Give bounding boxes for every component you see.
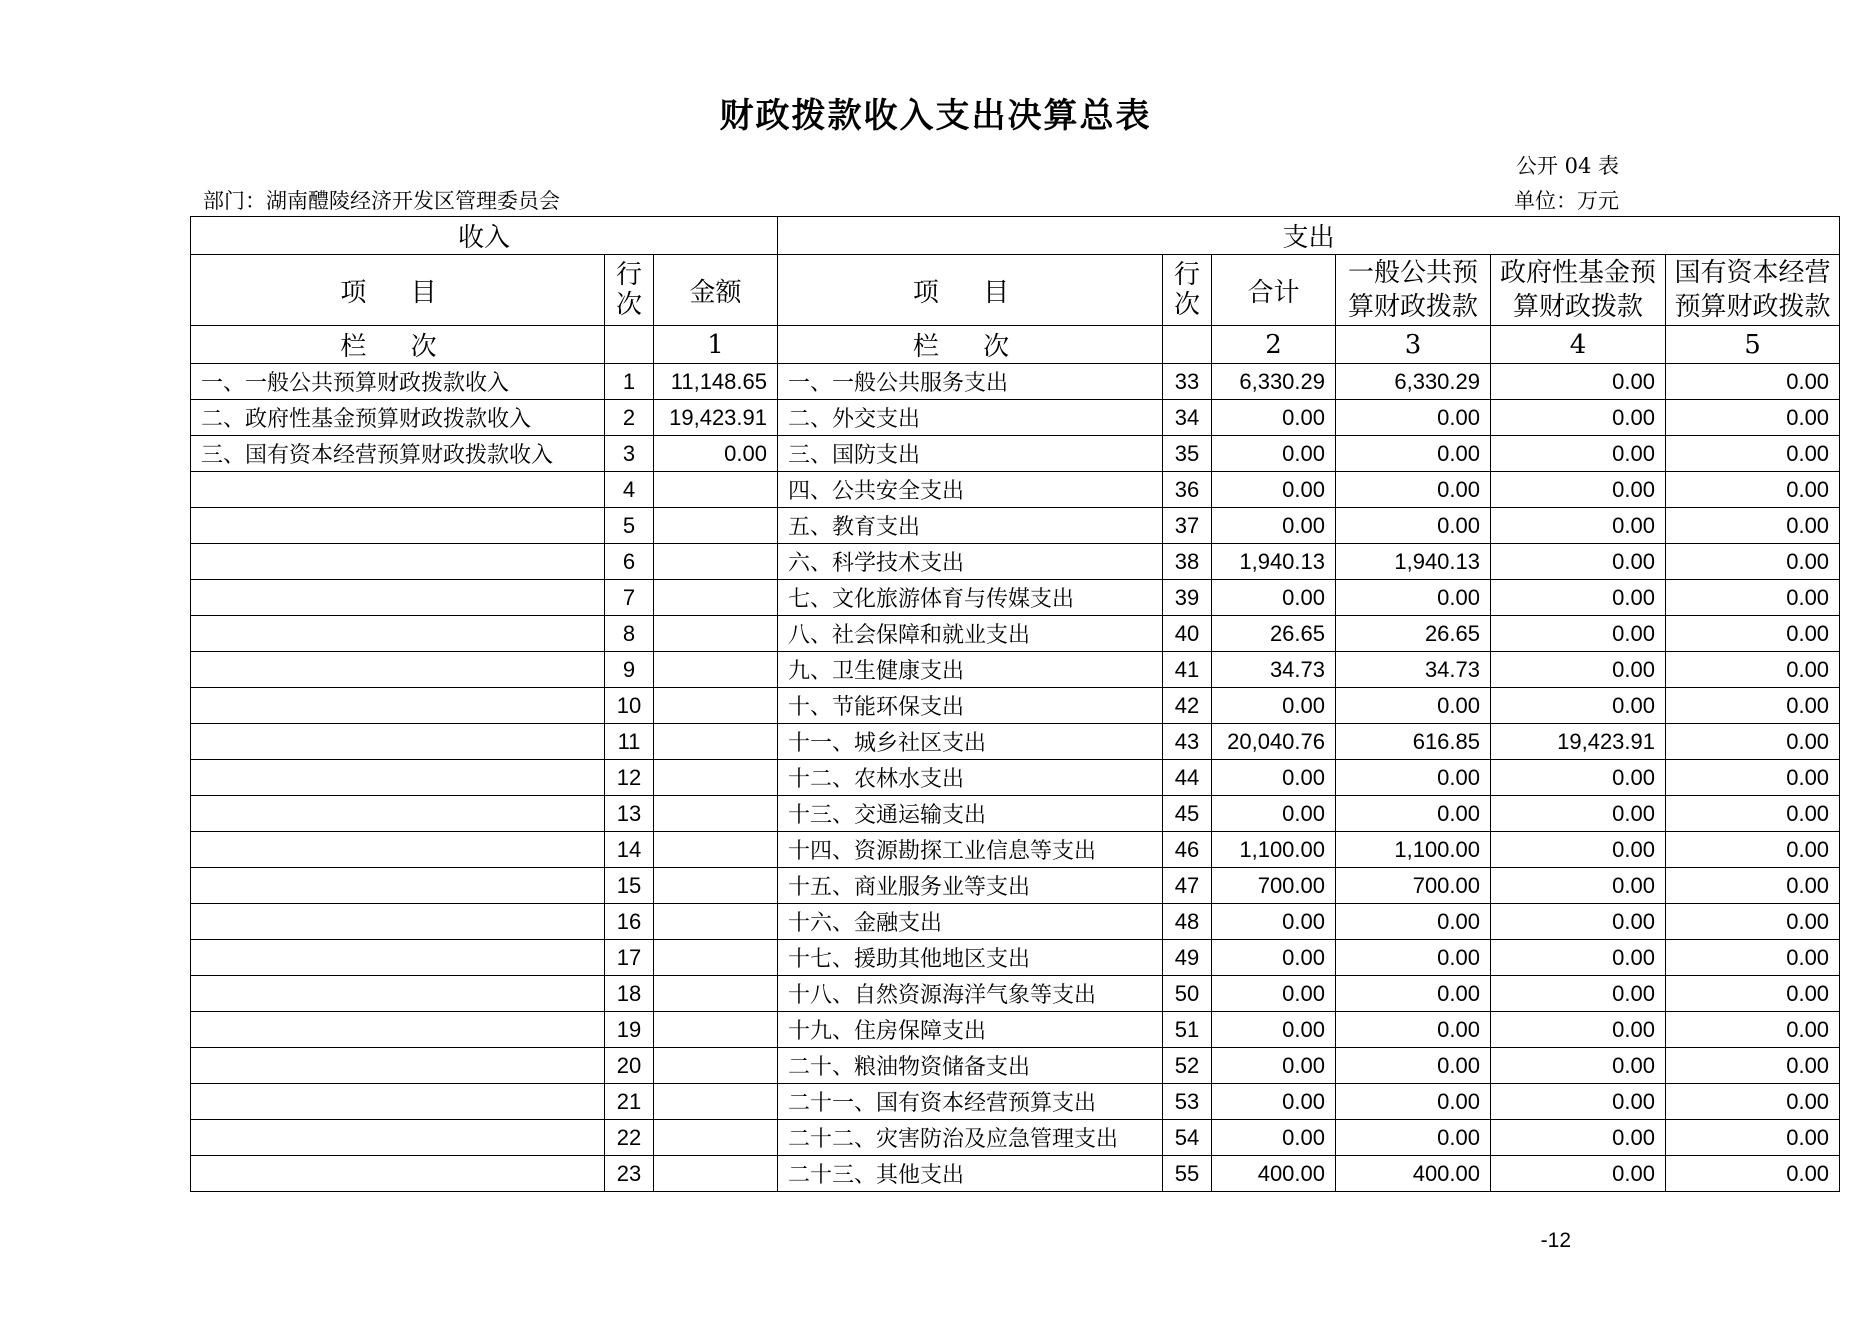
- general-amount-cell: 616.85: [1336, 724, 1491, 760]
- expense-item-cell: 二、外交支出: [778, 400, 1163, 436]
- income-line-cell: 9: [605, 652, 654, 688]
- fund-amount-cell: 0.00: [1491, 1084, 1666, 1120]
- expense-item-cell: 二十、粮油物资储备支出: [778, 1048, 1163, 1084]
- income-line-cell: 23: [605, 1156, 654, 1192]
- income-amount-cell: [654, 1012, 778, 1048]
- fund-amount-cell: 0.00: [1491, 580, 1666, 616]
- income-item-cell: [191, 544, 605, 580]
- income-item-cell: [191, 472, 605, 508]
- state-capital-amount-cell: 0.00: [1666, 436, 1840, 472]
- income-item-cell: [191, 1120, 605, 1156]
- state-capital-amount-cell: 0.00: [1666, 940, 1840, 976]
- income-item-header: 项 目: [191, 255, 605, 326]
- income-item-cell: [191, 868, 605, 904]
- income-amount-cell: 11,148.65: [654, 364, 778, 400]
- expense-item-header: 项 目: [778, 255, 1163, 326]
- income-item-cell: [191, 1156, 605, 1192]
- table-row: [191, 544, 1840, 580]
- income-line-cell: 3: [605, 436, 654, 472]
- table-row: [191, 832, 1840, 868]
- col-index-1: 1: [654, 326, 778, 364]
- income-line-header: 行 次: [605, 255, 654, 326]
- table-row: [191, 1120, 1840, 1156]
- expense-line-cell: 39: [1163, 580, 1212, 616]
- income-amount-cell: [654, 832, 778, 868]
- table-row: [191, 796, 1840, 832]
- income-line-cell: 7: [605, 580, 654, 616]
- expense-line-cell: 53: [1163, 1084, 1212, 1120]
- total-amount-cell: 1,940.13: [1212, 544, 1336, 580]
- income-line-cell: 13: [605, 796, 654, 832]
- form-number: 公开 04 表: [1515, 154, 1619, 178]
- expense-line-cell: 35: [1163, 436, 1212, 472]
- expense-item-cell: 十四、资源勘探工业信息等支出: [778, 832, 1163, 868]
- state-capital-amount-cell: 0.00: [1666, 904, 1840, 940]
- income-amount-cell: [654, 1084, 778, 1120]
- state-capital-amount-cell: 0.00: [1666, 544, 1840, 580]
- fund-amount-cell: 0.00: [1491, 364, 1666, 400]
- income-line-cell: 5: [605, 508, 654, 544]
- income-item-cell: [191, 616, 605, 652]
- expense-line-cell: 37: [1163, 508, 1212, 544]
- table-row: [191, 1084, 1840, 1120]
- general-header: 一般公共预 算财政拨款: [1336, 255, 1491, 326]
- income-item-cell: 二、政府性基金预算财政拨款收入: [191, 400, 605, 436]
- total-amount-cell: 0.00: [1212, 976, 1336, 1012]
- fund-amount-cell: 0.00: [1491, 868, 1666, 904]
- expense-line-header: 行 次: [1163, 255, 1212, 326]
- state-capital-amount-cell: 0.00: [1666, 724, 1840, 760]
- col-index-4: 4: [1491, 326, 1666, 364]
- state-capital-amount-cell: 0.00: [1666, 1048, 1840, 1084]
- fund-amount-cell: 0.00: [1491, 904, 1666, 940]
- total-amount-cell: 26.65: [1212, 616, 1336, 652]
- department-label: 部门：湖南醴陵经济开发区管理委员会: [203, 189, 560, 213]
- income-amount-cell: [654, 1048, 778, 1084]
- expense-line-cell: 51: [1163, 1012, 1212, 1048]
- fund-amount-cell: 0.00: [1491, 400, 1666, 436]
- income-line-cell: 17: [605, 940, 654, 976]
- income-line-cell: 22: [605, 1120, 654, 1156]
- income-line-cell: 11: [605, 724, 654, 760]
- fund-amount-cell: 0.00: [1491, 760, 1666, 796]
- income-line-cell: 1: [605, 364, 654, 400]
- income-amount-cell: [654, 508, 778, 544]
- general-amount-cell: 0.00: [1336, 1120, 1491, 1156]
- income-amount-cell: [654, 1120, 778, 1156]
- income-line-cell: 12: [605, 760, 654, 796]
- table-row: [191, 976, 1840, 1012]
- general-amount-cell: 0.00: [1336, 940, 1491, 976]
- income-amount-cell: [654, 976, 778, 1012]
- expense-item-cell: 三、国防支出: [778, 436, 1163, 472]
- total-header: 合计: [1212, 255, 1336, 326]
- table-row: [191, 724, 1840, 760]
- expense-item-cell: 七、文化旅游体育与传媒支出: [778, 580, 1163, 616]
- expense-line-cell: 41: [1163, 652, 1212, 688]
- table-row: [191, 760, 1840, 796]
- expense-item-cell: 十八、自然资源海洋气象等支出: [778, 976, 1163, 1012]
- income-amount-cell: [654, 472, 778, 508]
- income-col-label: 栏 次: [191, 326, 605, 364]
- state-capital-amount-cell: 0.00: [1666, 976, 1840, 1012]
- total-amount-cell: 6,330.29: [1212, 364, 1336, 400]
- expense-line-cell: 43: [1163, 724, 1212, 760]
- expense-item-cell: 十五、商业服务业等支出: [778, 868, 1163, 904]
- total-amount-cell: 1,100.00: [1212, 832, 1336, 868]
- state-capital-amount-cell: 0.00: [1666, 1084, 1840, 1120]
- expense-item-cell: 九、卫生健康支出: [778, 652, 1163, 688]
- income-line-cell: 2: [605, 400, 654, 436]
- total-amount-cell: 0.00: [1212, 1084, 1336, 1120]
- table-row: [191, 616, 1840, 652]
- amount-header: 金额: [654, 255, 778, 326]
- income-item-cell: [191, 796, 605, 832]
- income-header: 收入: [191, 217, 778, 255]
- total-amount-cell: 0.00: [1212, 796, 1336, 832]
- fund-amount-cell: 0.00: [1491, 436, 1666, 472]
- expense-item-cell: 二十一、国有资本经营预算支出: [778, 1084, 1163, 1120]
- total-amount-cell: 0.00: [1212, 436, 1336, 472]
- expense-item-cell: 四、公共安全支出: [778, 472, 1163, 508]
- state-capital-amount-cell: 0.00: [1666, 1156, 1840, 1192]
- expense-item-cell: 八、社会保障和就业支出: [778, 616, 1163, 652]
- table-row: [191, 1012, 1840, 1048]
- income-line-cell: 20: [605, 1048, 654, 1084]
- income-item-cell: 一、一般公共预算财政拨款收入: [191, 364, 605, 400]
- state-capital-amount-cell: 0.00: [1666, 652, 1840, 688]
- expense-line-cell: 33: [1163, 364, 1212, 400]
- unit-label: 单位：万元: [1514, 189, 1619, 213]
- income-line-cell: 10: [605, 688, 654, 724]
- fund-amount-cell: 0.00: [1491, 1156, 1666, 1192]
- expense-line-cell: 34: [1163, 400, 1212, 436]
- state-capital-amount-cell: 0.00: [1666, 400, 1840, 436]
- table-row: [191, 472, 1840, 508]
- expense-item-cell: 五、教育支出: [778, 508, 1163, 544]
- income-line-cell: 15: [605, 868, 654, 904]
- table-row: [191, 688, 1840, 724]
- state-capital-amount-cell: 0.00: [1666, 832, 1840, 868]
- income-item-cell: [191, 1012, 605, 1048]
- income-amount-cell: [654, 796, 778, 832]
- total-amount-cell: 0.00: [1212, 508, 1336, 544]
- table-row: [191, 580, 1840, 616]
- section-header-row: [191, 217, 1840, 255]
- expense-line-cell: 36: [1163, 472, 1212, 508]
- income-line-cell: 16: [605, 904, 654, 940]
- state-capital-amount-cell: 0.00: [1666, 688, 1840, 724]
- fund-amount-cell: 0.00: [1491, 652, 1666, 688]
- general-amount-cell: 400.00: [1336, 1156, 1491, 1192]
- fund-amount-cell: 0.00: [1491, 796, 1666, 832]
- income-line-cell: 14: [605, 832, 654, 868]
- expense-line-cell: 50: [1163, 976, 1212, 1012]
- fund-amount-cell: 0.00: [1491, 508, 1666, 544]
- income-amount-cell: [654, 724, 778, 760]
- general-amount-cell: 6,330.29: [1336, 364, 1491, 400]
- page-title: 财政拨款收入支出决算总表: [719, 96, 1152, 136]
- state-capital-header: 国有资本经营 预算财政拨款: [1666, 255, 1840, 326]
- expense-item-cell: 六、科学技术支出: [778, 544, 1163, 580]
- general-amount-cell: 0.00: [1336, 436, 1491, 472]
- general-amount-cell: 0.00: [1336, 760, 1491, 796]
- income-item-cell: [191, 832, 605, 868]
- general-amount-cell: 0.00: [1336, 1084, 1491, 1120]
- expense-item-cell: 二十三、其他支出: [778, 1156, 1163, 1192]
- column-index-row: [191, 326, 1840, 364]
- expense-item-cell: 十六、金融支出: [778, 904, 1163, 940]
- expense-line-cell: 49: [1163, 940, 1212, 976]
- income-amount-cell: [654, 940, 778, 976]
- income-amount-cell: [654, 868, 778, 904]
- state-capital-amount-cell: 0.00: [1666, 868, 1840, 904]
- table-row: [191, 400, 1840, 436]
- state-capital-amount-cell: 0.00: [1666, 508, 1840, 544]
- income-item-cell: [191, 508, 605, 544]
- income-line-cell: 8: [605, 616, 654, 652]
- general-amount-cell: 34.73: [1336, 652, 1491, 688]
- expense-line-cell: 48: [1163, 904, 1212, 940]
- total-amount-cell: 0.00: [1212, 1012, 1336, 1048]
- expense-item-cell: 十一、城乡社区支出: [778, 724, 1163, 760]
- total-amount-cell: 0.00: [1212, 1048, 1336, 1084]
- total-amount-cell: 0.00: [1212, 904, 1336, 940]
- general-amount-cell: 0.00: [1336, 976, 1491, 1012]
- general-amount-cell: 0.00: [1336, 508, 1491, 544]
- fund-amount-cell: 0.00: [1491, 976, 1666, 1012]
- expense-line-cell: 46: [1163, 832, 1212, 868]
- expense-line-cell: 52: [1163, 1048, 1212, 1084]
- expense-line-cell: 47: [1163, 868, 1212, 904]
- income-line-cell: 6: [605, 544, 654, 580]
- col-index-3: 3: [1336, 326, 1491, 364]
- state-capital-amount-cell: 0.00: [1666, 580, 1840, 616]
- general-amount-cell: 1,940.13: [1336, 544, 1491, 580]
- general-amount-cell: 0.00: [1336, 1012, 1491, 1048]
- table-row: [191, 1156, 1840, 1192]
- income-item-cell: [191, 760, 605, 796]
- total-amount-cell: 700.00: [1212, 868, 1336, 904]
- income-amount-cell: [654, 580, 778, 616]
- state-capital-amount-cell: 0.00: [1666, 1012, 1840, 1048]
- expense-line-cell: 45: [1163, 796, 1212, 832]
- general-amount-cell: 700.00: [1336, 868, 1491, 904]
- table-row: [191, 364, 1840, 400]
- general-amount-cell: 0.00: [1336, 472, 1491, 508]
- total-amount-cell: 0.00: [1212, 760, 1336, 796]
- income-amount-cell: [654, 616, 778, 652]
- general-amount-cell: 0.00: [1336, 904, 1491, 940]
- income-amount-cell: [654, 652, 778, 688]
- expense-item-cell: 十二、农林水支出: [778, 760, 1163, 796]
- income-amount-cell: [654, 760, 778, 796]
- total-amount-cell: 0.00: [1212, 1120, 1336, 1156]
- income-item-cell: [191, 1084, 605, 1120]
- fund-header: 政府性基金预 算财政拨款: [1491, 255, 1666, 326]
- table-row: [191, 904, 1840, 940]
- expense-item-cell: 十七、援助其他地区支出: [778, 940, 1163, 976]
- expense-item-cell: 十三、交通运输支出: [778, 796, 1163, 832]
- income-amount-cell: [654, 1156, 778, 1192]
- income-amount-cell: 0.00: [654, 436, 778, 472]
- table-row: [191, 436, 1840, 472]
- income-line-cell: 19: [605, 1012, 654, 1048]
- income-item-cell: [191, 688, 605, 724]
- general-amount-cell: 0.00: [1336, 1048, 1491, 1084]
- table-row: [191, 652, 1840, 688]
- total-amount-cell: 0.00: [1212, 400, 1336, 436]
- income-line-cell: 21: [605, 1084, 654, 1120]
- page-number: -12: [1540, 1229, 1571, 1252]
- expense-col-label: 栏 次: [778, 326, 1163, 364]
- fund-amount-cell: 0.00: [1491, 1048, 1666, 1084]
- table-row: [191, 1048, 1840, 1084]
- income-line-cell: 4: [605, 472, 654, 508]
- fund-amount-cell: 0.00: [1491, 1012, 1666, 1048]
- state-capital-amount-cell: 0.00: [1666, 472, 1840, 508]
- expense-item-cell: 十九、住房保障支出: [778, 1012, 1163, 1048]
- expense-line-cell: 38: [1163, 544, 1212, 580]
- state-capital-amount-cell: 0.00: [1666, 616, 1840, 652]
- income-amount-cell: [654, 904, 778, 940]
- table-row: [191, 940, 1840, 976]
- fund-amount-cell: 0.00: [1491, 1120, 1666, 1156]
- state-capital-amount-cell: 0.00: [1666, 364, 1840, 400]
- expense-item-cell: 十、节能环保支出: [778, 688, 1163, 724]
- expense-line-cell: 40: [1163, 616, 1212, 652]
- expense-header: 支出: [778, 217, 1840, 255]
- budget-table: [190, 216, 1840, 1192]
- income-item-cell: [191, 940, 605, 976]
- income-item-cell: [191, 976, 605, 1012]
- col-index-2: 2: [1212, 326, 1336, 364]
- fund-amount-cell: 0.00: [1491, 940, 1666, 976]
- general-amount-cell: 0.00: [1336, 796, 1491, 832]
- income-item-cell: [191, 652, 605, 688]
- income-item-cell: [191, 904, 605, 940]
- income-item-cell: [191, 580, 605, 616]
- expense-line-cell: 42: [1163, 688, 1212, 724]
- income-line-cell: 18: [605, 976, 654, 1012]
- fund-amount-cell: 0.00: [1491, 616, 1666, 652]
- expense-item-cell: 一、一般公共服务支出: [778, 364, 1163, 400]
- income-amount-cell: [654, 544, 778, 580]
- total-amount-cell: 20,040.76: [1212, 724, 1336, 760]
- total-amount-cell: 0.00: [1212, 580, 1336, 616]
- expense-line-cell: 54: [1163, 1120, 1212, 1156]
- general-amount-cell: 1,100.00: [1336, 832, 1491, 868]
- fund-amount-cell: 0.00: [1491, 688, 1666, 724]
- total-amount-cell: 34.73: [1212, 652, 1336, 688]
- total-amount-cell: 0.00: [1212, 688, 1336, 724]
- fund-amount-cell: 0.00: [1491, 544, 1666, 580]
- state-capital-amount-cell: 0.00: [1666, 1120, 1840, 1156]
- income-amount-cell: [654, 688, 778, 724]
- general-amount-cell: 26.65: [1336, 616, 1491, 652]
- income-item-cell: [191, 724, 605, 760]
- col-index-5: 5: [1666, 326, 1840, 364]
- expense-line-cell: 44: [1163, 760, 1212, 796]
- table-row: [191, 508, 1840, 544]
- income-item-cell: [191, 1048, 605, 1084]
- fund-amount-cell: 0.00: [1491, 472, 1666, 508]
- income-amount-cell: 19,423.91: [654, 400, 778, 436]
- income-item-cell: 三、国有资本经营预算财政拨款收入: [191, 436, 605, 472]
- general-amount-cell: 0.00: [1336, 580, 1491, 616]
- general-amount-cell: 0.00: [1336, 400, 1491, 436]
- expense-item-cell: 二十二、灾害防治及应急管理支出: [778, 1120, 1163, 1156]
- state-capital-amount-cell: 0.00: [1666, 796, 1840, 832]
- expense-line-cell: 55: [1163, 1156, 1212, 1192]
- state-capital-amount-cell: 0.00: [1666, 760, 1840, 796]
- fund-amount-cell: 19,423.91: [1491, 724, 1666, 760]
- column-header-row: [191, 255, 1840, 326]
- fund-amount-cell: 0.00: [1491, 832, 1666, 868]
- table-row: [191, 868, 1840, 904]
- total-amount-cell: 0.00: [1212, 472, 1336, 508]
- total-amount-cell: 0.00: [1212, 940, 1336, 976]
- general-amount-cell: 0.00: [1336, 688, 1491, 724]
- total-amount-cell: 400.00: [1212, 1156, 1336, 1192]
